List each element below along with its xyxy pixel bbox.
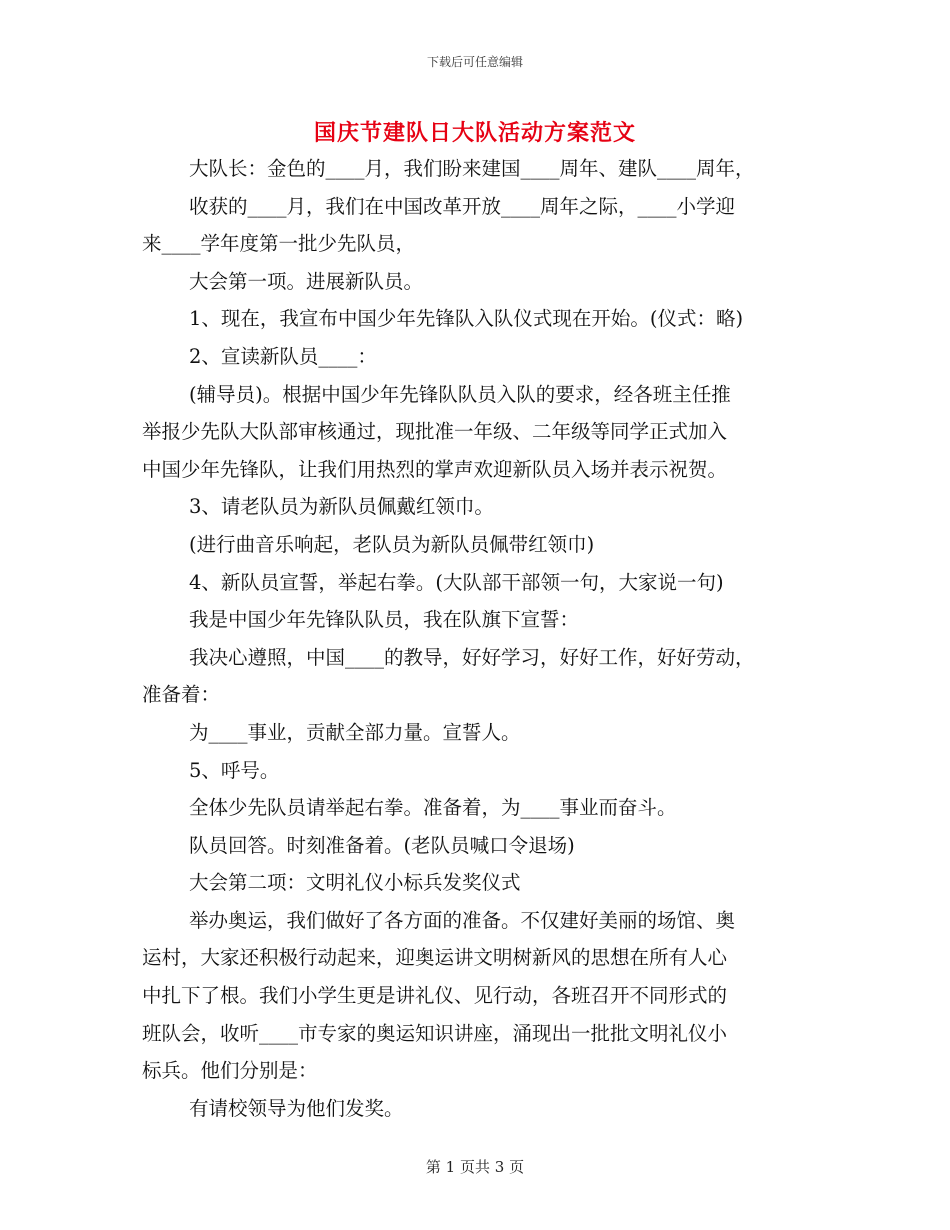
paragraph-line: 举办奥运，我们做好了各方面的准备。不仅建好美丽的场馆、奥 [189, 908, 736, 932]
header-note: 下载后可任意编辑 [426, 55, 523, 69]
paragraph-line: (辅导员)。根据中国少年先锋队队员入队的要求，经各班主任推 [189, 382, 731, 406]
paragraph-line: 有请校领导为他们发奖。 [189, 1096, 404, 1120]
paragraph-line: 大队长：金色的____月，我们盼来建国____周年、建队____周年， [189, 157, 755, 180]
paragraph-line: 1、现在，我宣布中国少年先锋队入队仪式现在开始。(仪式：略) [189, 307, 744, 331]
paragraph-line: 举报少先队大队部审核通过，现批准一年级、二年级等同学正式加入 [142, 420, 728, 444]
paragraph-line: 我决心遵照，中国____的教导，好好学习，好好工作，好好劳动， [189, 645, 755, 669]
paragraph-line: 大会第一项。进展新队员。 [189, 269, 424, 293]
paragraph-line: 队员回答。时刻准备着。(老队员喊口令退场) [189, 833, 575, 857]
paragraph-line: (进行曲音乐响起，老队员为新队员佩带红领巾) [189, 532, 595, 556]
paragraph-line: 班队会，收听____市专家的奥运知识讲座，涌现出一批批文明礼仪小 [142, 1021, 728, 1045]
paragraph-line: 全体少先队员请举起右拳。准备着，为____事业而奋斗。 [189, 796, 677, 820]
paragraph-line: 来____学年度第一批少先队员， [142, 232, 416, 256]
paragraph-line: 标兵。他们分别是： [142, 1059, 318, 1083]
paragraph-line: 中国少年先锋队，让我们用热烈的掌声欢迎新队员入场并表示祝贺。 [142, 457, 728, 481]
paragraph-line: 我是中国少年先锋队队员，我在队旗下宣誓： [189, 608, 580, 632]
paragraph-line: 2、宣读新队员____： [189, 344, 377, 368]
paragraph-line: 5、呼号。 [189, 758, 280, 782]
page-footer: 第 1 页共 3 页 [425, 1158, 525, 1176]
paragraph-line: 收获的____月，我们在中国改革开放____周年之际，____小学迎 [189, 194, 736, 218]
paragraph-line: 运村，大家还积极行动起来，迎奥运讲文明树新风的思想在所有人心 [142, 946, 728, 970]
document-title: 国庆节建队日大队活动方案范文 [313, 120, 636, 146]
document-body [142, 150, 817, 1127]
paragraph-line: 准备着： [142, 683, 221, 707]
paragraph-line: 4、新队员宣誓，举起右拳。(大队部干部领一句，大家说一句) [189, 570, 724, 594]
paragraph-line: 3、请老队员为新队员佩戴红领巾。 [189, 495, 494, 519]
paragraph-line: 大会第二项：文明礼仪小标兵发奖仪式 [189, 871, 521, 895]
paragraph-line: 中扎下了根。我们小学生更是讲礼仪、见行动，各班召开不同形式的 [142, 984, 728, 1008]
paragraph-line: 为____事业，贡献全部力量。宣誓人。 [189, 720, 521, 744]
